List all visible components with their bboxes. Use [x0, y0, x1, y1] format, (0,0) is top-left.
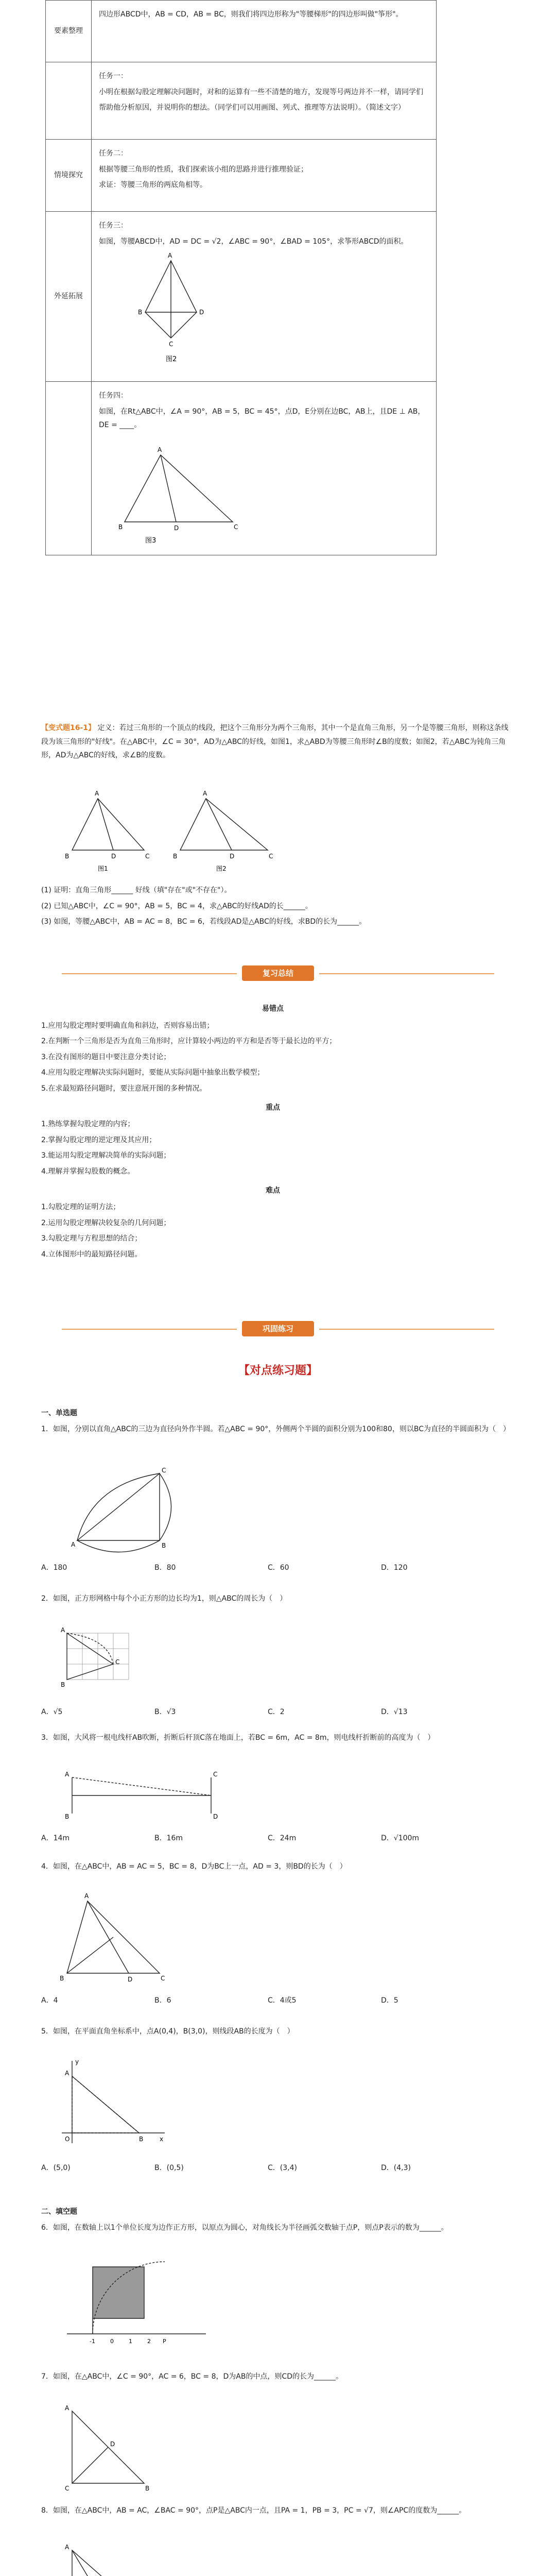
svg-text:D: D	[110, 2441, 115, 2448]
mc4-figure	[57, 1891, 170, 1984]
summary-banner	[41, 963, 515, 984]
svg-text:A: A	[61, 1626, 65, 1634]
svg-text:B: B	[145, 2485, 150, 2492]
variant-subquestions	[41, 884, 515, 931]
practice-banner	[41, 1319, 515, 1340]
variant-q3: (3) 如图，等腰△ABC中，AB = AC = 8，BC = 6，若线段AD是△ABC的好线，求BD的长为______。	[41, 918, 367, 926]
mc4-options	[41, 1994, 515, 2008]
svg-text:C: C	[115, 1658, 120, 1666]
error-points-title: 易错点	[262, 1005, 284, 1013]
practice-title: 【对点练习题】	[238, 1364, 318, 1377]
mc-question-3: 3．如图，大风将一根电线杆AB吹断，折断后杆顶C落在地面上，若BC = 6m，AC = 8m，则电线杆折断前的高度为（ ）	[41, 1734, 435, 1742]
svg-text:D: D	[111, 853, 116, 860]
svg-text:0: 0	[110, 2338, 114, 2345]
error-point: 5.在求最短路径问题时，要注意展开图的多种情况。	[41, 1084, 207, 1093]
mc5-option-c[interactable]: C．(3,4)	[268, 2164, 297, 2172]
mc-question-4: 4．如图，在△ABC中，AB = AC = 5，BC = 8，D为BC上一点，AD = 3，则BD的长为（ ）	[41, 1862, 347, 1871]
error-point: 4.应用勾股定理解决实际问题时，要能从实际问题中抽象出数学模型；	[41, 1069, 265, 1077]
task-one-cell	[92, 62, 437, 140]
task-one-title: 任务一：	[99, 72, 128, 80]
svg-text:A: A	[168, 252, 172, 260]
task-one-line-2: 帮助他分析原因，并说明你的想法。（同学们可以用画图、列式、推理等方法说明）。（简述文字）	[99, 104, 405, 112]
mc-q2	[41, 1592, 515, 1608]
task-four-title: 任务四：	[99, 392, 128, 400]
svg-text:D: D	[128, 1976, 133, 1983]
svg-text:A: A	[65, 2544, 70, 2551]
side-label-explore: 情境探究	[46, 140, 92, 212]
hard-point: 4.立体图形中的最短路径问题。	[41, 1250, 142, 1259]
summary-banner-label: 复习总结	[242, 965, 314, 981]
svg-text:A: A	[65, 2404, 70, 2412]
mc4-option-c[interactable]: C．4或5	[268, 1996, 297, 2005]
error-point: 2.在判断一个三角形是否为直角三角形时，应计算较小两边的平方和是否等于最长边的平方；	[41, 1037, 337, 1046]
hard-point: 1.勾股定理的证明方法；	[41, 1203, 120, 1212]
svg-text:P: P	[163, 2338, 166, 2345]
mc-question-2: 2．如图，正方形网格中每个小正方形的边长均为1，则△ABC的周长为（ ）	[41, 1595, 287, 1603]
svg-text:C: C	[161, 1975, 165, 1982]
hard-points-title: 难点	[266, 1186, 280, 1195]
mc3-option-a[interactable]: A．14m	[41, 1834, 70, 1842]
variant-question	[41, 721, 515, 765]
key-point: 1.熟练掌握勾股定理的内容；	[41, 1120, 135, 1129]
right-triangle-figure	[114, 434, 248, 548]
svg-text:C: C	[269, 853, 273, 860]
task-four-cell	[92, 382, 437, 555]
fill6-figure	[57, 2251, 211, 2354]
key-point: 4.理解并掌握勾股数的概念。	[41, 1167, 135, 1176]
variant-figures	[62, 783, 278, 876]
svg-text:D: D	[174, 524, 179, 532]
mc5-option-d[interactable]: D．(4,3)	[381, 2164, 411, 2172]
svg-text:D: D	[213, 1813, 218, 1820]
mc2-option-c[interactable]: C．2	[268, 1708, 285, 1716]
mc4-option-d[interactable]: D．5	[381, 1996, 398, 2005]
mc2-option-d[interactable]: D．√13	[381, 1708, 408, 1716]
side-label-extend: 外延拓展	[46, 212, 92, 382]
mc3-option-b[interactable]: B．16m	[154, 1834, 183, 1842]
svg-text:A: A	[158, 446, 162, 453]
fig-caption-2: 图2	[166, 355, 177, 364]
variant-q1: (1) 证明：直角三角形______ 好线（填"存在"或"不存在"）。	[41, 886, 232, 894]
task-two-cell	[92, 140, 437, 212]
mc2-figure	[57, 1623, 144, 1700]
variant-q2: (2) 已知△ABC中，∠C = 90°，AB = 5，BC = 4，求△ABC的好线AD的长______。	[41, 902, 312, 910]
practice-title-wrap	[41, 1360, 515, 1382]
side-label-elements: 要素整理	[46, 1, 92, 62]
fill8-figure	[57, 2540, 170, 2576]
svg-text:B: B	[61, 1681, 65, 1688]
mc3-option-c[interactable]: C．24m	[268, 1834, 297, 1842]
key-point: 2.掌握勾股定理的逆定理及其应用；	[41, 1136, 157, 1144]
svg-text:O: O	[65, 2136, 70, 2143]
error-point: 1.应用勾股定理时要明确直角和斜边，否则容易出错；	[41, 1021, 214, 1030]
task-one-line-1: 小明在根据勾股定理解决问题时，对和的运算有一些不清楚的地方，发现等号两边并不一样，请同学们	[99, 88, 423, 96]
task-four-text: 如图，在Rt△ABC中，∠A = 90°，AB = 5，BC = 45°，点D，E分别在边BC，AB上，且DE ⊥ AB，DE = ____。	[99, 407, 425, 430]
task-three-text: 如图，等腰ABCD中，AD = DC = √2，∠ABC = 90°，∠BAD = 105°，求筝形ABCD的面积。	[99, 237, 408, 246]
mc-question-5: 5．如图，在平面直角坐标系中，点A(0,4)，B(3,0)，则线段AB的长度为（ ）	[41, 2027, 294, 2036]
mc1-figure	[57, 1453, 190, 1556]
svg-text:B: B	[138, 309, 143, 316]
task-two-line-2: 求证：等腰三角形的两底角相等。	[99, 181, 207, 190]
mc-title: 一、单选题	[41, 1409, 77, 1417]
fill-q8	[41, 2504, 515, 2520]
svg-text:A: A	[65, 1771, 70, 1778]
fill7-figure	[57, 2401, 160, 2494]
svg-text:B: B	[139, 2136, 144, 2143]
svg-text:x: x	[160, 2136, 164, 2143]
svg-text:A: A	[203, 790, 207, 797]
summary-section	[41, 997, 505, 1264]
variant-label: 【变式题16-1】	[41, 724, 96, 732]
svg-text:B: B	[162, 1542, 166, 1549]
mc2-option-a[interactable]: A．√5	[41, 1708, 63, 1716]
task-two-title: 任务二：	[99, 149, 128, 158]
hard-point: 2.运用勾股定理解决较复杂的几何问题；	[41, 1218, 171, 1227]
hard-point: 3.勾股定理与方程思想的结合；	[41, 1234, 142, 1243]
variant-fig2-caption: 图2	[216, 865, 227, 872]
mc4-option-b[interactable]: B．6	[154, 1996, 171, 2005]
mc4-option-a[interactable]: A．4	[41, 1996, 58, 2005]
fig-caption-3: 图3	[145, 536, 157, 545]
kite-figure	[119, 250, 222, 369]
svg-text:D: D	[230, 853, 235, 860]
mc5-figure	[57, 2056, 170, 2154]
svg-text:B: B	[65, 853, 70, 860]
error-point: 3.在没有图形的题目中要注意分类讨论；	[41, 1053, 171, 1061]
svg-text:D: D	[199, 309, 204, 316]
mc5-option-a[interactable]: A．(5,0)	[41, 2164, 71, 2172]
svg-text:A: A	[84, 1892, 89, 1900]
svg-text:A: A	[65, 2070, 70, 2077]
mc-q4	[41, 1860, 515, 1876]
svg-text:B: B	[60, 1975, 64, 1982]
mc1-option-d[interactable]: D．120	[381, 1564, 408, 1572]
svg-text:C: C	[234, 523, 238, 531]
svg-text:B: B	[65, 1813, 70, 1820]
mc-q5	[41, 2025, 515, 2041]
mc-section	[41, 1406, 515, 1438]
svg-text:y: y	[75, 2058, 79, 2065]
mc1-option-c[interactable]: C．60	[268, 1564, 289, 1572]
mc5-options	[41, 2161, 515, 2175]
svg-text:2: 2	[147, 2338, 151, 2345]
svg-text:C: C	[65, 2485, 70, 2492]
task-two-line-1: 根据等腰三角形的性质，我们探索该小组的思路并进行推理验证；	[99, 165, 308, 174]
task-three-cell	[92, 212, 437, 382]
variant-fig1-caption: 图1	[98, 865, 108, 872]
fill-q7	[41, 2370, 515, 2386]
mc1-options	[41, 1561, 515, 1575]
mc-q3	[41, 1731, 515, 1747]
fill-question-7: 7．如图，在△ABC中，∠C = 90°，AC = 6，BC = 8，D为AB的中点，则CD的长为______。	[41, 2372, 343, 2381]
mc3-figure	[57, 1767, 232, 1824]
mc3-options	[41, 1832, 515, 1845]
svg-text:B: B	[118, 523, 123, 531]
mc2-option-b[interactable]: B．√3	[154, 1708, 176, 1716]
svg-text:C: C	[169, 341, 173, 348]
svg-text:B: B	[173, 853, 178, 860]
mc2-options	[41, 1705, 515, 1719]
definition-cell	[92, 1, 437, 62]
practice-banner-label: 巩固练习	[242, 1321, 314, 1336]
task-three-title: 任务三：	[99, 222, 128, 230]
fill-question-8: 8．如图，在△ABC中，AB = AC，∠BAC = 90°，点P是△ABC内一点，且PA = 1，PB = 3，PC = √7，则∠APC的度数为______。	[41, 2506, 466, 2515]
fill-title: 二、填空题	[41, 2208, 77, 2216]
svg-text:C: C	[162, 1467, 166, 1474]
mc3-option-d[interactable]: D．√100m	[381, 1834, 420, 1842]
key-points-title: 重点	[266, 1103, 280, 1112]
key-point: 3.能运用勾股定理解决简单的实际问题；	[41, 1151, 171, 1160]
svg-text:C: C	[145, 853, 150, 860]
svg-text:-1: -1	[90, 2338, 95, 2345]
fill-section	[41, 2205, 515, 2236]
definition-text: 四边形ABCD中，AB = CD，AB = BC，则我们将四边形称为"等腰梯形"的四边形叫做"筝形"。	[99, 10, 403, 19]
variant-text: 定义：若过三角形的一个顶点的线段，把这个三角形分为两个三角形，其中一个是直角三角形，另一个是等腰三角形，则称这条线段为该三角形的"好线"。在△ABC中，∠C = 30°，AD为△ABC的好线，如图1，求△ABD为等腰三角形时∠B的度数；如图2，若△ABC为钝角三角形，AD为△ABC的好线，求∠B的度数。	[41, 724, 509, 760]
fill-question-6: 6．如图，在数轴上以1个单位长度为边作正方形，以原点为圆心，对角线长为半径画弧交数轴于点P，则点P表示的数为______。	[41, 2223, 448, 2232]
svg-text:1: 1	[129, 2338, 132, 2345]
mc1-option-b[interactable]: B．80	[154, 1564, 176, 1572]
lesson-table	[45, 0, 437, 555]
svg-text:A: A	[95, 790, 99, 797]
svg-text:A: A	[71, 1541, 76, 1548]
mc1-option-a[interactable]: A．180	[41, 1564, 67, 1572]
mc5-option-b[interactable]: B．(0,5)	[154, 2164, 184, 2172]
mc-question-1: 1．如图，分别以直角△ABC的三边为直径向外作半圆。若△ABC = 90°，外侧两个半圆的面积分别为100和80，则以BC为直径的半圆面积为（ ）	[41, 1425, 510, 1433]
svg-text:C: C	[213, 1771, 218, 1778]
